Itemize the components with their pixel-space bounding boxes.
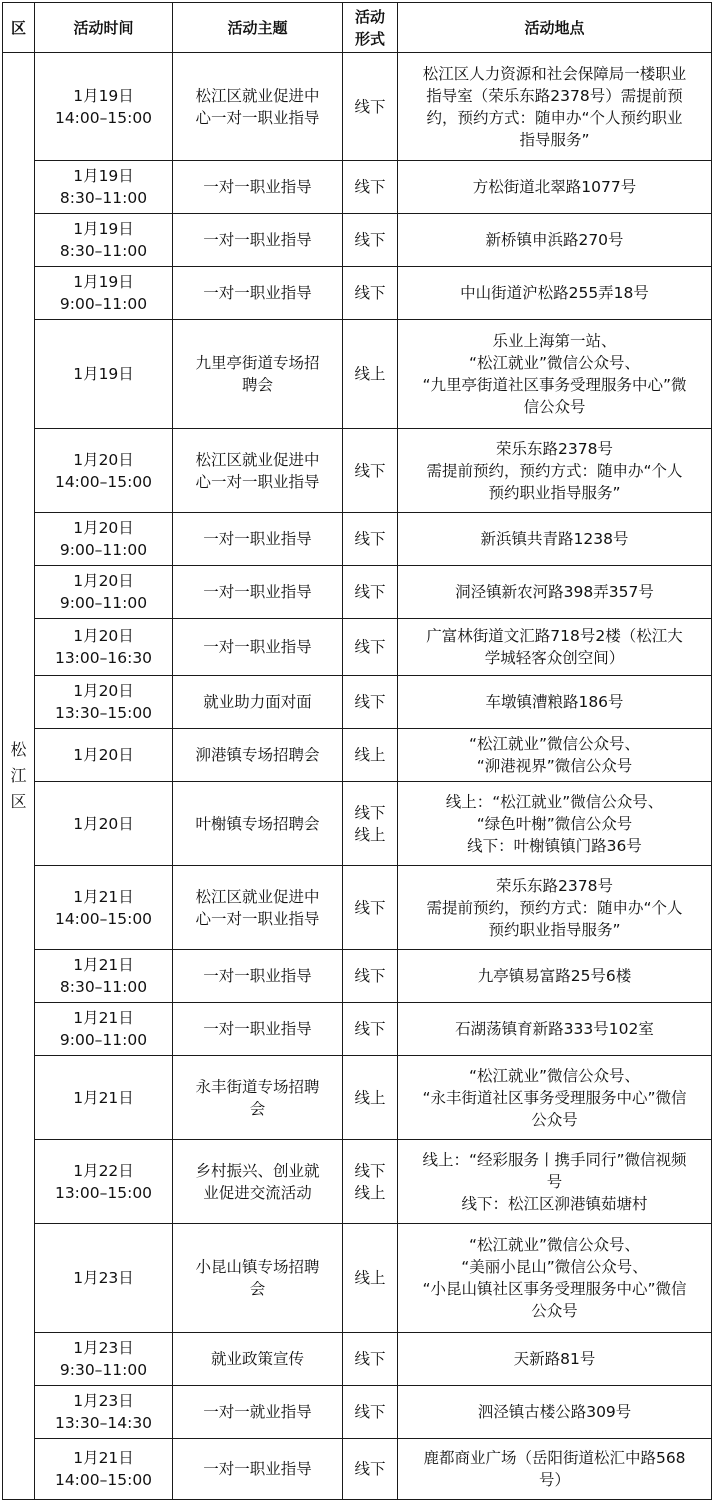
table-row	[3, 619, 712, 676]
form-cell: 线下	[343, 950, 398, 1003]
location-cell: 车墩镇漕粮路186号	[398, 676, 712, 729]
location-cell: 天新路81号	[398, 1333, 712, 1386]
form-cell: 线下	[343, 1003, 398, 1056]
location-cell: 新浜镇共青路1238号	[398, 513, 712, 566]
time-cell: 1月19日 14:00–15:00	[35, 53, 173, 161]
topic-cell: 一对一职业指导	[173, 214, 343, 267]
topic-cell: 小昆山镇专场招聘 会	[173, 1224, 343, 1333]
time-cell: 1月20日 13:00–16:30	[35, 619, 173, 676]
table-row	[3, 676, 712, 729]
location-cell: 荣乐东路2378号 需提前预约，预约方式：随申办“个人 预约职业指导服务”	[398, 429, 712, 513]
header-district: 区	[3, 3, 35, 53]
topic-cell: 一对一就业指导	[173, 1386, 343, 1439]
table-row	[3, 866, 712, 950]
time-cell: 1月21日 14:00–15:00	[35, 1439, 173, 1500]
time-cell: 1月21日	[35, 1056, 173, 1140]
location-cell: 线上：“经彩服务丨携手同行”微信视频 号 线下：松江区泖港镇茹塘村	[398, 1140, 712, 1224]
location-cell: “松江就业”微信公众号、 “美丽小昆山”微信公众号、 “小昆山镇社区事务受理服务中心”微信 公众号	[398, 1224, 712, 1333]
activity-table	[2, 2, 712, 1500]
time-cell: 1月20日 9:00–11:00	[35, 566, 173, 619]
topic-cell: 永丰街道专场招聘 会	[173, 1056, 343, 1140]
topic-cell: 一对一职业指导	[173, 950, 343, 1003]
time-cell: 1月20日	[35, 729, 173, 782]
topic-cell: 一对一职业指导	[173, 1003, 343, 1056]
topic-cell: 就业助力面对面	[173, 676, 343, 729]
form-cell: 线下	[343, 161, 398, 214]
location-cell: “松江就业”微信公众号、 “永丰街道社区事务受理服务中心”微信 公众号	[398, 1056, 712, 1140]
table-row	[3, 1439, 712, 1500]
location-cell: 乐业上海第一站、 “松江就业”微信公众号、 “九里亭街道社区事务受理服务中心”微 信公众号	[398, 320, 712, 429]
table-row	[3, 513, 712, 566]
form-cell: 线下 线上	[343, 782, 398, 866]
header-location: 活动地点	[398, 3, 712, 53]
topic-cell: 一对一职业指导	[173, 1439, 343, 1500]
form-cell: 线下	[343, 214, 398, 267]
form-cell: 线下	[343, 267, 398, 320]
table-row	[3, 161, 712, 214]
topic-cell: 一对一职业指导	[173, 267, 343, 320]
topic-cell: 一对一职业指导	[173, 619, 343, 676]
table-row	[3, 729, 712, 782]
time-cell: 1月19日 8:30–11:00	[35, 161, 173, 214]
time-cell: 1月23日 9:30–11:00	[35, 1333, 173, 1386]
time-cell: 1月19日 8:30–11:00	[35, 214, 173, 267]
location-cell: 松江区人力资源和社会保障局一楼职业 指导室（荣乐东路2378号）需提前预 约，预约方式：随申办“个人预约职业 指导服务”	[398, 53, 712, 161]
time-cell: 1月21日 9:00–11:00	[35, 1003, 173, 1056]
form-cell: 线上	[343, 1056, 398, 1140]
form-cell: 线下	[343, 866, 398, 950]
location-cell: 线上：“松江就业”微信公众号、 “绿色叶榭”微信公众号 线下：叶榭镇镇门路36号	[398, 782, 712, 866]
topic-cell: 九里亭街道专场招 聘会	[173, 320, 343, 429]
table-row	[3, 1386, 712, 1439]
form-cell: 线下	[343, 429, 398, 513]
table-row	[3, 950, 712, 1003]
location-cell: 洞泾镇新农河路398弄357号	[398, 566, 712, 619]
location-cell: 广富林街道文汇路718号2楼（松江大 学城轻客众创空间）	[398, 619, 712, 676]
location-cell: 石湖荡镇育新路333号102室	[398, 1003, 712, 1056]
time-cell: 1月23日 13:30–14:30	[35, 1386, 173, 1439]
form-cell: 线下	[343, 1439, 398, 1500]
table-row	[3, 782, 712, 866]
header-form: 活动 形式	[343, 3, 398, 53]
table-row	[3, 320, 712, 429]
topic-cell: 泖港镇专场招聘会	[173, 729, 343, 782]
time-cell: 1月20日 14:00–15:00	[35, 429, 173, 513]
form-cell: 线上	[343, 1224, 398, 1333]
time-cell: 1月20日 9:00–11:00	[35, 513, 173, 566]
time-cell: 1月21日 14:00–15:00	[35, 866, 173, 950]
location-cell: 鹿都商业广场（岳阳街道松汇中路568 号）	[398, 1439, 712, 1500]
time-cell: 1月22日 13:00–15:00	[35, 1140, 173, 1224]
table-row	[3, 1140, 712, 1224]
table-row	[3, 429, 712, 513]
time-cell: 1月23日	[35, 1224, 173, 1333]
location-cell: 荣乐东路2378号 需提前预约，预约方式：随申办“个人 预约职业指导服务”	[398, 866, 712, 950]
topic-cell: 松江区就业促进中 心一对一职业指导	[173, 866, 343, 950]
table-row	[3, 1224, 712, 1333]
table-row	[3, 214, 712, 267]
form-cell: 线下	[343, 619, 398, 676]
form-cell: 线下	[343, 513, 398, 566]
topic-cell: 叶榭镇专场招聘会	[173, 782, 343, 866]
table-row	[3, 267, 712, 320]
form-cell: 线下	[343, 53, 398, 161]
topic-cell: 松江区就业促进中 心一对一职业指导	[173, 429, 343, 513]
table-row	[3, 1056, 712, 1140]
table-row	[3, 1003, 712, 1056]
location-cell: “松江就业”微信公众号、 “泖港视界”微信公众号	[398, 729, 712, 782]
location-cell: 九亭镇易富路25号6楼	[398, 950, 712, 1003]
header-row	[3, 3, 712, 53]
form-cell: 线下	[343, 1386, 398, 1439]
table-row	[3, 1333, 712, 1386]
header-topic: 活动主题	[173, 3, 343, 53]
header-time: 活动时间	[35, 3, 173, 53]
time-cell: 1月20日 13:30–15:00	[35, 676, 173, 729]
topic-cell: 松江区就业促进中 心一对一职业指导	[173, 53, 343, 161]
table-row	[3, 53, 712, 161]
form-cell: 线下	[343, 676, 398, 729]
form-cell: 线上	[343, 729, 398, 782]
table-body	[3, 53, 712, 1500]
form-cell: 线上	[343, 320, 398, 429]
location-cell: 新桥镇申浜路270号	[398, 214, 712, 267]
district-cell: 松 江 区	[3, 53, 35, 1500]
form-cell: 线下	[343, 1333, 398, 1386]
time-cell: 1月19日	[35, 320, 173, 429]
time-cell: 1月21日 8:30–11:00	[35, 950, 173, 1003]
location-cell: 中山街道沪松路255弄18号	[398, 267, 712, 320]
topic-cell: 一对一职业指导	[173, 566, 343, 619]
topic-cell: 就业政策宣传	[173, 1333, 343, 1386]
topic-cell: 乡村振兴、创业就 业促进交流活动	[173, 1140, 343, 1224]
topic-cell: 一对一职业指导	[173, 161, 343, 214]
location-cell: 方松街道北翠路1077号	[398, 161, 712, 214]
table-row	[3, 566, 712, 619]
time-cell: 1月19日 9:00–11:00	[35, 267, 173, 320]
topic-cell: 一对一职业指导	[173, 513, 343, 566]
location-cell: 泗泾镇古楼公路309号	[398, 1386, 712, 1439]
form-cell: 线下	[343, 566, 398, 619]
time-cell: 1月20日	[35, 782, 173, 866]
form-cell: 线下 线上	[343, 1140, 398, 1224]
